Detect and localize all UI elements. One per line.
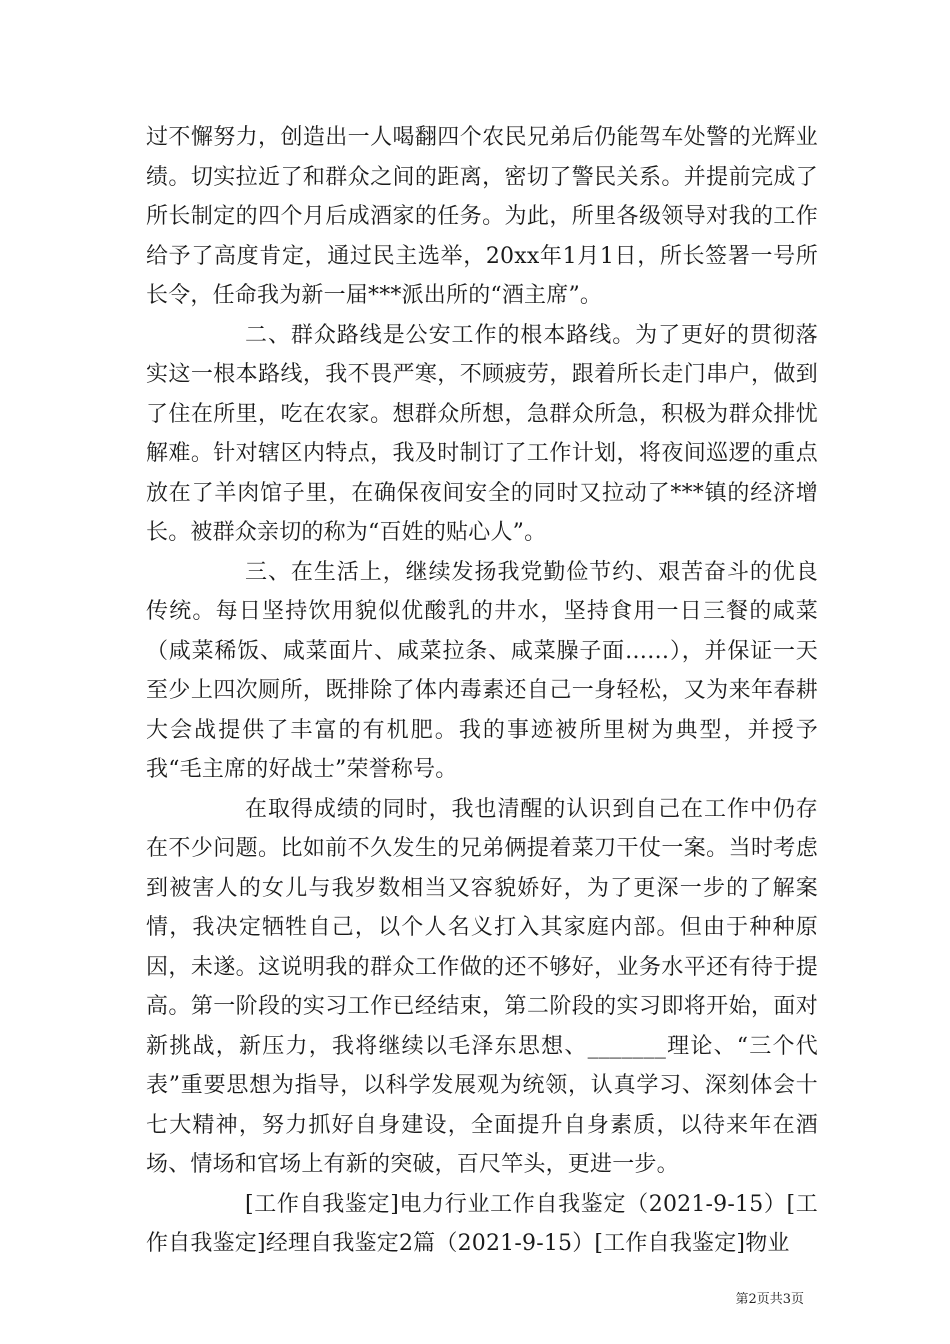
paragraph-daily-life: 三、在生活上，继续发扬我党勤俭节约、艰苦奋斗的优良传统。每日坚持饮用貌似优酸乳的井水，坚持食用一日三餐的咸菜（咸菜稀饭、咸菜面片、咸菜拉条、咸菜臊子面……），并保证一天至少上四次厕所，既排除了体内毒素还自己一身轻松，又为来年春耕大会战提供了丰富的有机肥。我的事迹被所里树为典型，并授予我“毛主席的好战士”荣誉称号。 (146, 559, 818, 782)
document-body (146, 118, 818, 1264)
paragraph-continuation: 过不懈努力，创造出一人喝翻四个农民兄弟后仍能驾车处警的光辉业绩。切实拉近了和群众之间的距离，密切了警民关系。并提前完成了所长制定的四个月后成酒家的任务。为此，所里各级领导对我的工作给予了高度肯定，通过民主选举，20xx年1月1日，所长签署一号所长令，任命我为新一届***派出所的“酒主席”。 (146, 125, 818, 308)
paragraph-related-links: [工作自我鉴定]电力行业工作自我鉴定（2021-9-15）[工作自我鉴定]经理自我鉴定2篇（2021-9-15）[工作自我鉴定]物业 (146, 1191, 818, 1256)
paragraph-shortcomings: 在取得成绩的同时，我也清醒的认识到自己在工作中仍存在不少问题。比如前不久发生的兄弟俩提着菜刀干仗一案。当时考虑到被害人的女儿与我岁数相当又容貌娇好，为了更深一步的了解案情，我决定牺牲自己，以个人名义打入其家庭内部。但由于种种原因，未遂。这说明我的群众工作做的还不够好，业务水平还有待于提高。第一阶段的实习工作已经结束，第二阶段的实习即将开始，面对新挑战，新压力，我将继续以毛泽东思想、_______理论、“三个代表”重要思想为指导，以科学发展观为统领，认真学习、深刻体会十七大精神，努力抓好自身建设，全面提升自身素质，以待来年在酒场、情场和官场上有新的突破，百尺竿头，更进一步。 (146, 796, 818, 1177)
page-number-footer: 第2页共3页 (735, 1292, 804, 1307)
paragraph-mass-line: 二、群众路线是公安工作的根本路线。为了更好的贯彻落实这一根本路线，我不畏严寒，不顾疲劳，跟着所长走门串户，做到了住在所里，吃在农家。想群众所想，急群众所急，积极为群众排忧解难。针对辖区内特点，我及时制订了工作计划，将夜间巡逻的重点放在了羊肉馆子里，在确保夜间安全的同时又拉动了***镇的经济增长。被群众亲切的称为“百姓的贴心人”。 (146, 322, 818, 545)
